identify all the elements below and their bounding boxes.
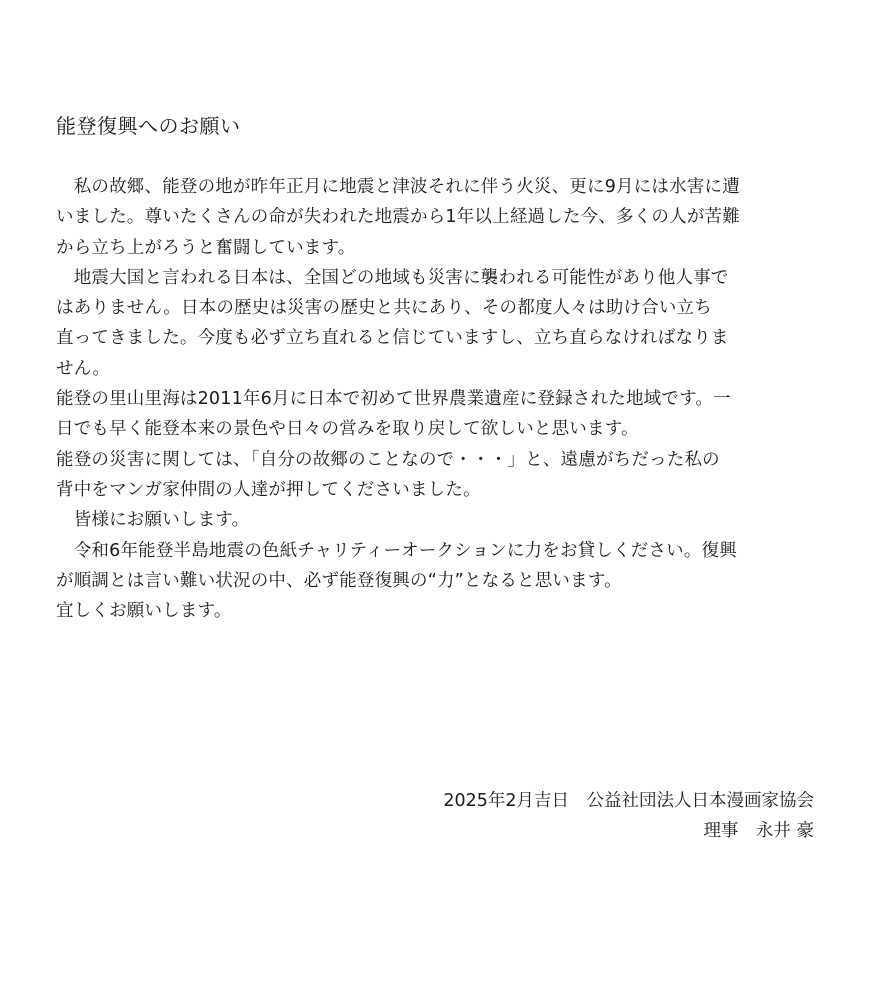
body-line: 背中をマンガ家仲間の人達が押してくださいました。 <box>56 479 481 500</box>
document-body <box>56 172 826 626</box>
body-line: はありません。日本の歴史は災害の歴史と共にあり、その都度人々は助け合い立ち <box>56 298 712 319</box>
body-line: 能登の災害に関しては、「自分の故郷のことなので・・・」と、遠慮がちだった私の <box>56 449 720 470</box>
body-line: 地震大国と言われる日本は、全国どの地域も災害に襲われる可能性があり他人事で <box>56 267 729 288</box>
signature-name: 理事 永井 豪 <box>703 821 814 841</box>
signature-date-org: 2025年2月吉日 公益社団法人日本漫画家協会 <box>443 791 814 811</box>
body-line: 日でも早く能登本来の景色や日々の営みを取り戻して欲しいと思います。 <box>56 419 639 440</box>
body-line: から立ち上がろうと奮闘しています。 <box>56 237 356 258</box>
body-line: 能登の里山里海は2011年6月に日本で初めて世界農業遺産に登録された地域です。一 <box>56 389 731 410</box>
body-line: せん。 <box>56 358 111 379</box>
document-title: 能登復興へのお願い <box>56 114 241 138</box>
body-line: 私の故郷、能登の地が昨年正月に地震と津波それに伴う火災、更に9月には水害に遭 <box>56 177 740 197</box>
body-line: が順調とは言い難い状況の中、必ず能登復興の“力”となると思います。 <box>56 570 622 591</box>
body-line: 令和6年能登半島地震の色紙チャリティーオークションに力をお貸しください。復興 <box>56 540 737 561</box>
body-line: 宜しくお願いします。 <box>56 601 232 622</box>
body-line: 直ってきました。今度も必ず立ち直れると信じていますし、立ち直らなければなりま <box>56 328 729 349</box>
body-line: いました。尊いたくさんの命が失われた地震から1年以上経過した今、多くの人が苦難 <box>56 207 740 228</box>
signature-block <box>443 786 814 846</box>
body-line: 皆様にお願いします。 <box>56 510 250 531</box>
